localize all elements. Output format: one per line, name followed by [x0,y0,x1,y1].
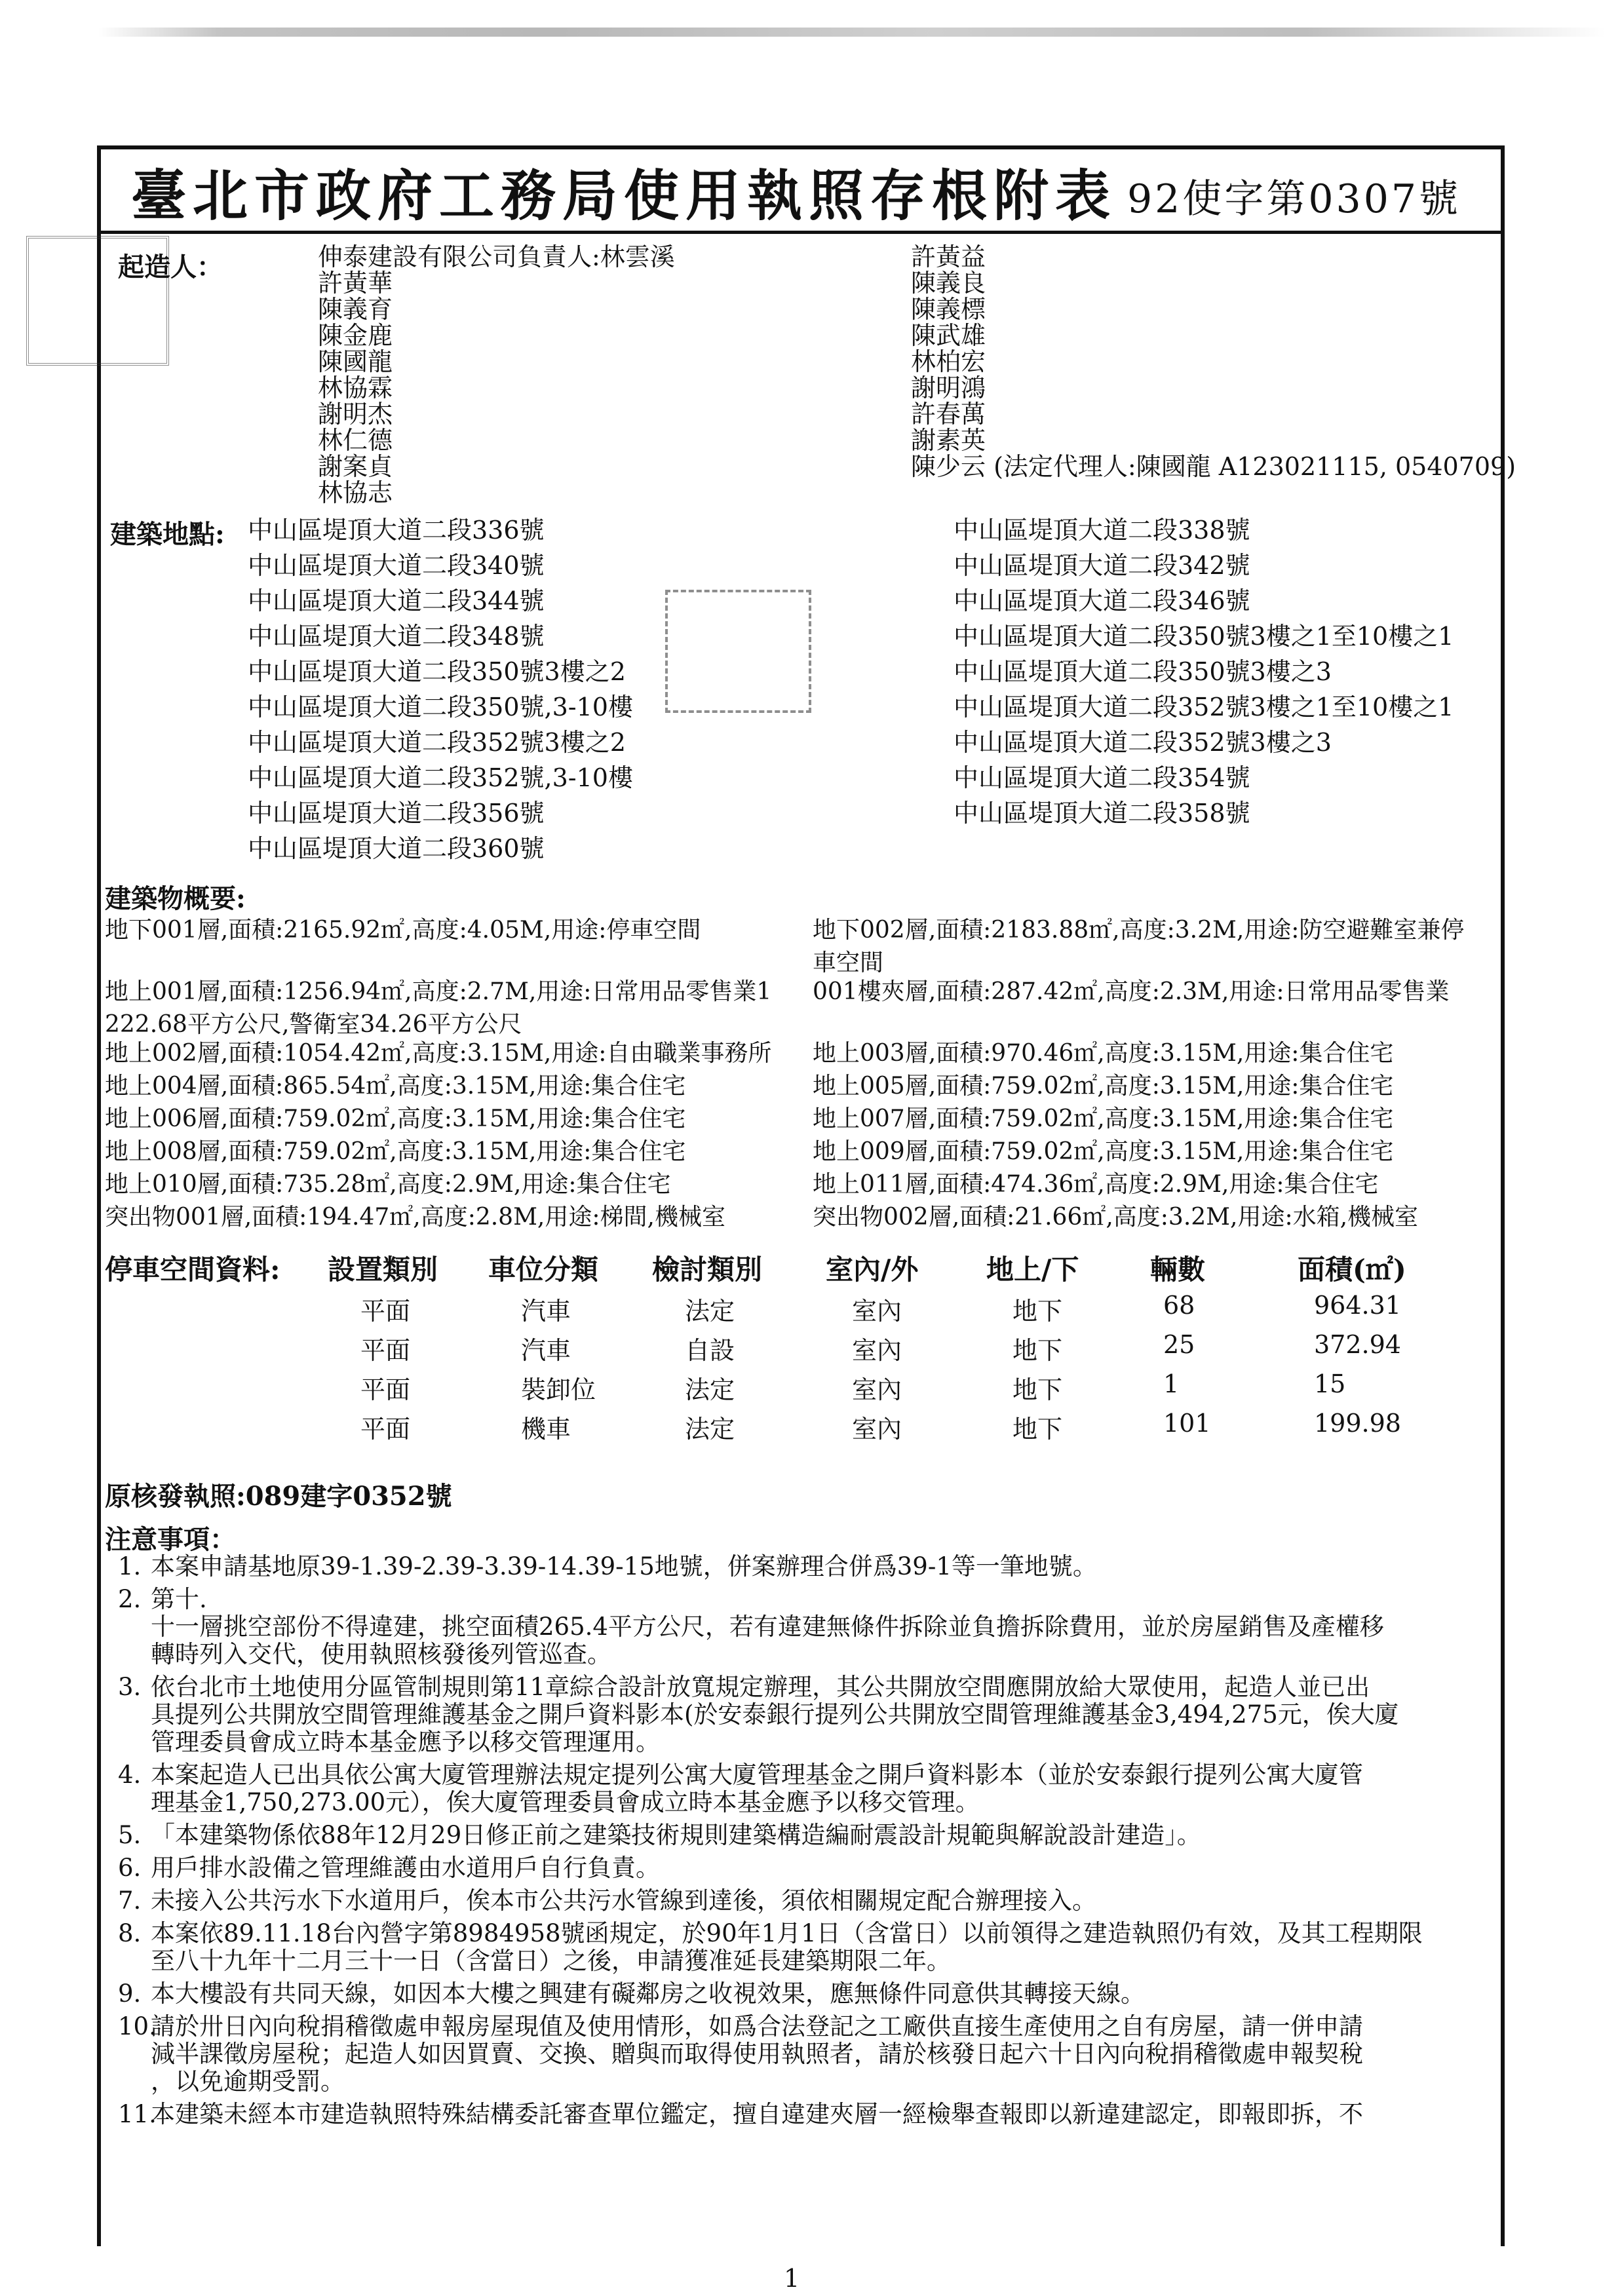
floor-entry: 222.68平方公尺,警衛室34.26平方公尺 [105,1011,522,1038]
applicant-name: 陳國龍 [318,347,393,376]
note-line: ，以免逾期受罰。 [151,2068,345,2095]
floor-entry: 車空間 [813,949,884,976]
parking-cell: 室內 [852,1375,902,1404]
floor-entry: 地上001層,面積:1256.94㎡,高度:2.7M,用途:日常用品零售業1 [105,978,772,1005]
parking-cell: 法定 [685,1297,735,1326]
note-line: 減半課徵房屋稅；起造人如因買賣、交換、贈與而取得使用執照者，請於核發日起六十日內向稅捐稽徵處申報契稅 [151,2040,1363,2068]
note-item [118,1553,1501,1580]
applicant-name: 林仁德 [318,426,393,455]
note-number: 5. [118,1821,142,1849]
site-address: 中山區堤頂大道二段344號 [248,586,545,615]
seal-stamp [665,590,811,713]
note-line: 至八十九年十二月三十一日（含當日）之後，申請獲准延長建築期限二年。 [151,1947,951,1975]
note-line: 未接入公共污水下水道用戶，俟本市公共污水管線到達後，須依相關規定配合辦理接入。 [151,1887,1096,1915]
note-number: 8. [118,1919,142,1947]
site-address: 中山區堤頂大道二段358號 [954,799,1250,828]
parking-cell: 汽車 [521,1336,571,1365]
applicant-name: 林柏宏 [911,347,986,376]
parking-cell: 法定 [685,1415,735,1444]
applicant-name: 謝案貞 [318,452,393,481]
note-item [118,1822,1501,1849]
note-item [118,1761,1501,1816]
applicant-name: 許黃華 [318,269,393,297]
applicants-right-list [911,244,1516,480]
site-address: 中山區堤頂大道二段354號 [954,763,1250,792]
note-line: 本案起造人已出具依公寓大廈管理辦法規定提列公寓大廈管理基金之開戶資料影本（並於安泰銀行提列公寓大廈管 [151,1761,1363,1789]
parking-cell: 平面 [360,1375,411,1404]
site-address: 中山區堤頂大道二段352號3樓之1至10樓之1 [954,693,1454,721]
parking-header: 車位分類 [488,1253,599,1286]
floor-entry [813,1008,1464,1037]
parking-cell: 地下 [1013,1375,1063,1404]
site-address: 中山區堤頂大道二段336號 [248,516,545,545]
note-line: 十一層挑空部份不得違建，挑空面積265.4平方公尺，若有違建無條件拆除並負擔拆除費用，並於房屋銷售及產權移 [151,1613,1384,1641]
site-left-list [248,512,633,866]
applicant-name: 林協霖 [318,373,393,402]
parking-header: 室內/外 [826,1253,919,1286]
applicants-left-list [318,244,675,506]
floors-right-list [813,914,1464,1234]
parking-cell: 964.31 [1314,1291,1401,1320]
note-item [118,1586,1501,1668]
note-item [118,2013,1501,2095]
parking-cell: 機車 [521,1415,571,1444]
scan-artifact [98,28,1606,37]
applicants-label: 起造人： [118,252,223,282]
note-line: 請於卅日內向稅捐稽徵處申報房屋現值及使用情形，如爲合法登記之工廠供直接生產使用之自有房屋，請一併申請 [151,2013,1363,2040]
parking-row [105,1291,1481,1330]
floor-entry: 地下002層,面積:2183.88㎡,高度:3.2M,用途:防空避難室兼停 [813,917,1465,944]
note-item [118,1674,1501,1756]
note-number: 9. [118,1980,142,2008]
note-line: 本案依89.11.18台內營字第8984958號函規定，於90年1月1日（含當日）以前領得之建造執照仍有效，及其工程期限 [151,1920,1423,1947]
site-address: 中山區堤頂大道二段348號 [248,622,545,651]
floor-entry: 地上003層,面積:970.46㎡,高度:3.15M,用途:集合住宅 [813,1040,1394,1067]
floor-entry: 地下001層,面積:2165.92㎡,高度:4.05M,用途:停車空間 [105,917,701,944]
note-number: 7. [118,1886,142,1915]
site-address: 中山區堤頂大道二段350號3樓之3 [954,657,1332,686]
floor-entry: 001樓夾層,面積:287.42㎡,高度:2.3M,用途:日常用品零售業 [813,978,1450,1005]
parking-cell: 15 [1314,1369,1346,1398]
note-number: 6. [118,1854,142,1882]
site-address: 中山區堤頂大道二段360號 [248,834,545,863]
note-number: 1. [118,1552,142,1580]
site-right-list [954,512,1454,831]
note-number: 4. [118,1761,142,1789]
note-line: 理基金1,750,273.00元），俟大廈管理委員會成立時本基金應予以移交管理。 [151,1789,980,1816]
parking-row [105,1369,1481,1409]
applicant-name: 謝素英 [911,426,986,455]
site-address: 中山區堤頂大道二段346號 [954,586,1250,615]
applicant-name: 陳義良 [911,269,986,297]
applicant-name: 謝明杰 [318,400,393,429]
applicant-name: 陳義育 [318,295,393,324]
parking-row [105,1409,1481,1448]
parking-cell: 25 [1163,1330,1195,1359]
note-number: 3. [118,1673,142,1701]
parking-cell: 101 [1163,1409,1211,1438]
note-line: 用戶排水設備之管理維護由水道用戶自行負責。 [151,1854,660,1882]
note-item [118,2101,1501,2128]
parking-cell: 1 [1163,1369,1180,1398]
floor-entry: 地上007層,面積:759.02㎡,高度:3.15M,用途:集合住宅 [813,1105,1394,1132]
parking-cell: 地下 [1013,1336,1063,1365]
document-title: 臺北市政府工務局使用執照存根附表 [131,163,1117,228]
floor-entry: 地上009層,面積:759.02㎡,高度:3.15M,用途:集合住宅 [813,1138,1394,1165]
floors-left-list [105,914,771,1234]
note-item [118,1854,1501,1882]
floor-entry: 地上010層,面積:735.28㎡,高度:2.9M,用途:集合住宅 [105,1171,671,1198]
parking-cell: 汽車 [521,1297,571,1326]
note-number: 11. [118,2100,157,2128]
site-address: 中山區堤頂大道二段338號 [954,516,1250,545]
floor-entry: 地上002層,面積:1054.42㎡,高度:3.15M,用途:自由職業事務所 [105,1040,772,1067]
parking-cell: 199.98 [1314,1409,1401,1438]
site-address: 中山區堤頂大道二段340號 [248,551,545,580]
parking-cell: 室內 [852,1336,902,1365]
floor-entry: 地上004層,面積:865.54㎡,高度:3.15M,用途:集合住宅 [105,1073,686,1100]
floor-entry [105,947,771,976]
applicant-name: 陳武雄 [911,321,986,350]
note-line: 轉時列入交代，使用執照核發後列管巡查。 [151,1641,611,1668]
applicant-name: 陳金鹿 [318,321,393,350]
floor-entry: 地上005層,面積:759.02㎡,高度:3.15M,用途:集合住宅 [813,1073,1394,1100]
site-address: 中山區堤頂大道二段350號3樓之1至10樓之1 [954,622,1454,651]
parking-cell: 地下 [1013,1415,1063,1444]
parking-header: 輛數 [1150,1253,1206,1286]
site-address: 中山區堤頂大道二段350號,3-10樓 [248,693,633,721]
note-line: 本案申請基地原39-1.39-2.39-3.39-14.39-15地號，併案辦理合併爲39-1等一筆地號。 [151,1553,1097,1580]
site-address: 中山區堤頂大道二段352號3樓之2 [248,728,626,757]
floor-entry: 突出物001層,面積:194.47㎡,高度:2.8M,用途:梯間,機械室 [105,1204,725,1231]
notes-list [118,1553,1501,2133]
parking-cell: 室內 [852,1297,902,1326]
parking-cell: 平面 [360,1415,411,1444]
applicant-name: 陳義標 [911,295,986,324]
site-label: 建築地點: [110,519,225,550]
notes-label: 注意事項： [105,1524,236,1555]
parking-header-row [105,1248,1481,1288]
floor-entry: 突出物002層,面積:21.66㎡,高度:3.2M,用途:水箱,機械室 [813,1204,1419,1231]
parking-header: 面積(㎡) [1298,1253,1406,1286]
parking-cell: 372.94 [1314,1330,1401,1359]
note-line: 具提列公共開放空間管理維護基金之開戶資料影本(於安泰銀行提列公共開放空間管理維護基金3,494,275元，俟大廈 [151,1701,1399,1729]
parking-cell: 68 [1163,1291,1195,1320]
applicant-name: 謝明鴻 [911,373,986,402]
applicant-name: 林協志 [318,478,393,507]
note-number: 2. [118,1585,142,1613]
note-item [118,1980,1501,2008]
parking-cell: 平面 [360,1336,411,1365]
permit-number: 92使字第0307號 [1127,176,1461,222]
applicant-name: 伸泰建設有限公司負責人:林雲溪 [318,242,675,271]
note-item [118,1920,1501,1975]
parking-row [105,1330,1481,1369]
note-number: 10. [118,2012,157,2040]
parking-cell: 自設 [685,1336,735,1365]
parking-header: 地上/下 [986,1253,1079,1286]
applicant-name: 許黃益 [911,242,986,271]
parking-cell: 平面 [360,1297,411,1326]
note-line: 依台北市土地使用分區管制規則第11章綜合設計放寬規定辦理，其公共開放空間應開放給大眾使用，起造人並已出 [151,1674,1370,1701]
floor-entry: 地上008層,面積:759.02㎡,高度:3.15M,用途:集合住宅 [105,1138,686,1165]
parking-header: 設置類別 [328,1253,438,1286]
note-line: 「本建築物係依88年12月29日修正前之建築技術規則建築構造編耐震設計規範與解說設計建造」。 [151,1822,1201,1849]
note-item [118,1887,1501,1915]
floor-entry: 地上011層,面積:474.36㎡,高度:2.9M,用途:集合住宅 [813,1171,1379,1198]
parking-cell: 裝卸位 [521,1375,596,1404]
note-line: 第十. [151,1586,207,1613]
note-line: 本大樓設有共同天線，如因本大樓之興建有礙鄰房之收視效果，應無條件同意供其轉接天線。 [151,1980,1145,2008]
applicant-name: 陳少云 (法定代理人:陳國龍 A123021115, 0540709) [911,452,1516,481]
site-address: 中山區堤頂大道二段352號3樓之3 [954,728,1332,757]
building-label: 建築物概要: [105,883,246,914]
parking-cell: 法定 [685,1375,735,1404]
parking-cell: 室內 [852,1415,902,1444]
applicant-name: 許春萬 [911,400,986,429]
page-number: 1 [784,2264,800,2293]
site-address: 中山區堤頂大道二段352號,3-10樓 [248,763,633,792]
site-address: 中山區堤頂大道二段342號 [954,551,1250,580]
parking-header: 檢討類別 [652,1253,763,1286]
site-address: 中山區堤頂大道二段350號3樓之2 [248,657,626,686]
note-line: 本建築未經本市建造執照特殊結構委託審查單位鑑定，擅自違建夾層一經檢舉查報即以新違建認定，即報即拆，不 [151,2101,1363,2128]
floor-entry: 地上006層,面積:759.02㎡,高度:3.15M,用途:集合住宅 [105,1105,686,1132]
parking-label: 停車空間資料: [105,1253,280,1286]
site-address: 中山區堤頂大道二段356號 [248,799,545,828]
parking-cell: 地下 [1013,1297,1063,1326]
original-permit: 原核發執照:089建字0352號 [105,1481,452,1512]
note-line: 管理委員會成立時本基金應予以移交管理運用。 [151,1729,660,1756]
